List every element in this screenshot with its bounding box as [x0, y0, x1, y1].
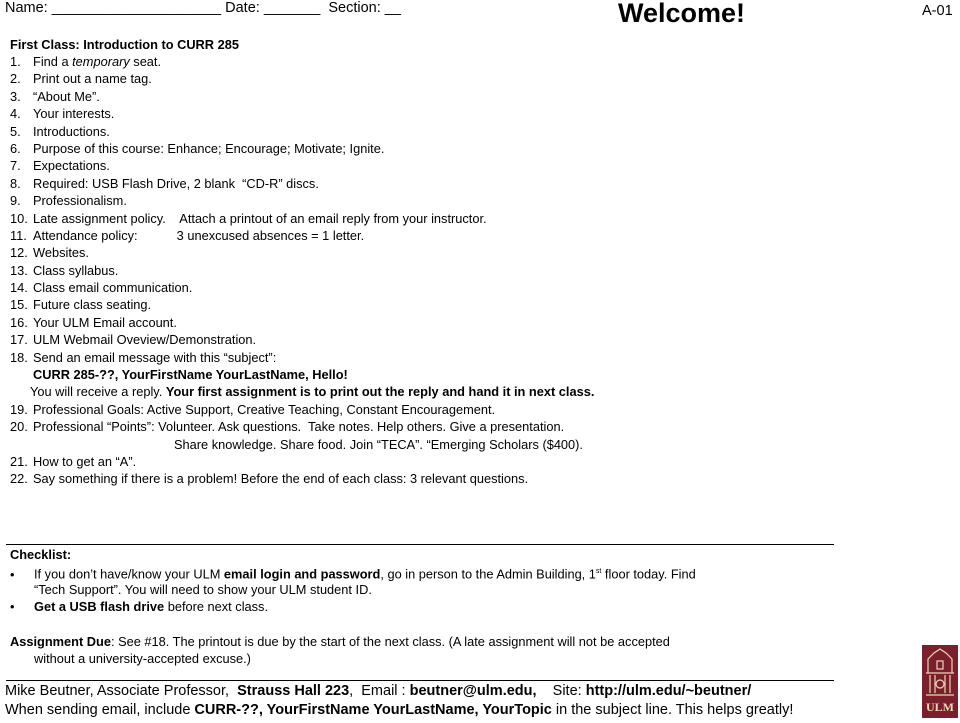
checklist-item [10, 598, 696, 615]
checklist-item [10, 563, 696, 580]
step-number: 5. [10, 123, 21, 139]
bullet: • [10, 566, 15, 582]
step-text: Required: USB Flash Drive, 2 blank “CD-R” discs. [33, 175, 319, 191]
step-number: 13. [10, 262, 28, 278]
page-title: Welcome! [618, 0, 746, 28]
step-text: Websites. [33, 245, 89, 261]
step-text: Introductions. [33, 123, 110, 139]
footer [5, 682, 793, 719]
page-code: A-01 [922, 3, 953, 19]
assignment-due-text: : See #18. The printout is due by the start of the next class. (A late assignment will not be accepted [110, 634, 670, 649]
step-number: 18. [10, 349, 28, 365]
email-label: , Email : [349, 683, 410, 699]
step-text: Future class seating. [33, 297, 152, 313]
step-number: 20. [10, 419, 28, 435]
date-label: Date: [225, 0, 260, 16]
step-number: 17. [10, 332, 28, 348]
step-item [10, 105, 594, 122]
step-text: Expectations. [33, 158, 110, 174]
step-item [10, 331, 594, 348]
step-text: Late assignment policy. Attach a printout of an email reply from your instructor. [33, 210, 487, 226]
step-item [10, 140, 594, 157]
step-number: 9. [10, 193, 21, 209]
step-text: Send an email message with this “subject”: [33, 349, 277, 365]
step-item [10, 418, 594, 435]
email-address: beutner@ulm.edu, [409, 683, 537, 699]
step-text: Attendance policy: 3 unexcused absences = 1 letter. [33, 227, 365, 243]
step-text: You will receive a reply. [30, 384, 166, 400]
checklist-emphasis: Get a USB flash drive [34, 599, 165, 615]
checklist-title: Checklist: [10, 547, 72, 562]
step-item [10, 349, 594, 366]
step-number: 4. [10, 106, 21, 122]
step-number: 12. [10, 245, 28, 261]
footer-contact [5, 682, 793, 701]
ordinal-suffix: st [595, 568, 602, 576]
step-number: 3. [10, 88, 21, 104]
step-item [10, 262, 594, 279]
date-blank: _______ [263, 0, 321, 16]
step-number: 22. [10, 471, 28, 487]
step-text: Find a [33, 54, 73, 69]
step-item [10, 192, 594, 209]
step-text: seat. [129, 54, 162, 69]
step-text: Your ULM Email account. [33, 314, 177, 330]
step-emphasis: temporary [72, 54, 130, 69]
step-item [10, 210, 594, 227]
checklist-text: floor today. Find [601, 566, 696, 582]
step-text: How to get an “A”. [33, 453, 137, 469]
step-text: Professionalism. [33, 193, 127, 209]
step-continuation: Share knowledge. Share food. Join “TECA”. “Emerging Scholars ($400). [174, 436, 583, 452]
divider-top [6, 544, 834, 545]
step-reply [10, 383, 594, 400]
step-number: 16. [10, 314, 28, 330]
section-blank: __ [384, 0, 401, 16]
step-number: 7. [10, 158, 21, 174]
step-text: Professional “Points”: Volunteer. Ask questions. Take notes. Help others. Give a presentation. [33, 419, 565, 435]
footer-emphasis: CURR-??, YourFirstName YourLastName, YourTopic [194, 701, 552, 718]
checklist-emphasis: email login and password [223, 566, 381, 582]
step-number: 14. [10, 280, 28, 296]
step-number: 6. [10, 140, 21, 156]
ulm-logo-graphic [922, 645, 958, 718]
step-item [10, 157, 594, 174]
step-item [10, 227, 594, 244]
footer-text: When sending email, include [5, 701, 195, 718]
step-number: 10. [10, 210, 28, 226]
name-label: Name: [5, 0, 48, 16]
step-emphasis: Your first assignment is to print out the reply and hand it in next class. [165, 384, 595, 400]
step-text: Say something if there is a problem! Before the end of each class: 3 relevant questions. [33, 471, 529, 487]
step-number: 19. [10, 401, 28, 417]
divider-bottom [6, 680, 834, 681]
step-text: “About Me”. [33, 88, 100, 104]
ulm-logo-text: ULM [926, 700, 954, 714]
step-item [10, 314, 594, 331]
assignment-due [10, 633, 670, 668]
step-item [10, 470, 594, 487]
checklist-item-cont: “Tech Support”. You will need to show your ULM student ID. [34, 581, 372, 597]
step-item [10, 123, 594, 140]
assignment-due-line [10, 633, 670, 650]
step-item [10, 401, 594, 418]
step-item [10, 279, 594, 296]
ulm-logo [922, 645, 958, 718]
step-item [10, 53, 594, 70]
step-number: 8. [10, 175, 21, 191]
site-label: Site: [536, 683, 586, 699]
checklist-text: , go in person to the Admin Building, 1 [380, 566, 596, 582]
section-label: Section: [328, 0, 381, 16]
step-item [10, 175, 594, 192]
checklist-text: before next class. [164, 599, 269, 615]
step-item [10, 453, 594, 470]
office-location: Strauss Hall 223 [237, 683, 350, 699]
step-number: 21. [10, 453, 28, 469]
section-title: First Class: Introduction to CURR 285 [10, 37, 239, 52]
assignment-due-label: Assignment Due [10, 634, 111, 649]
step-text: Class email communication. [33, 280, 193, 296]
step-number: 11. [10, 227, 27, 243]
step-text: ULM Webmail Oveview/Demonstration. [33, 332, 257, 348]
step-item [10, 296, 594, 313]
footer-text: in the subject line. This helps greatly! [551, 701, 794, 718]
bullet: • [10, 599, 15, 615]
step-text: Class syllabus. [33, 262, 119, 278]
step-number: 2. [10, 71, 21, 87]
step-text: Professional Goals: Active Support, Creative Teaching, Constant Encouragement. [33, 401, 496, 417]
name-blank: _____________________ [51, 0, 222, 16]
assignment-due-cont: without a university-accepted excuse.) [34, 651, 251, 667]
step-number: 15. [10, 297, 28, 313]
step-number: 1. [10, 54, 21, 69]
step-subject: CURR 285-??, YourFirstName YourLastName, Hello! [33, 367, 348, 383]
instructor-name: Mike Beutner, Associate Professor, [5, 683, 238, 699]
checklist [10, 546, 696, 616]
checklist-text: If you don’t have/know your ULM [34, 566, 224, 582]
header-fields [5, 0, 401, 16]
step-item [10, 88, 594, 105]
step-text: Print out a name tag. [33, 71, 152, 87]
step-text: Purpose of this course: Enhance; Encourage; Motivate; Ignite. [33, 140, 385, 156]
footer-instructions [5, 701, 793, 720]
step-item [10, 244, 594, 261]
step-text: Your interests. [33, 106, 115, 122]
step-item [10, 70, 594, 87]
steps-list [10, 53, 594, 488]
site-url: http://ulm.edu/~beutner/ [585, 683, 752, 699]
